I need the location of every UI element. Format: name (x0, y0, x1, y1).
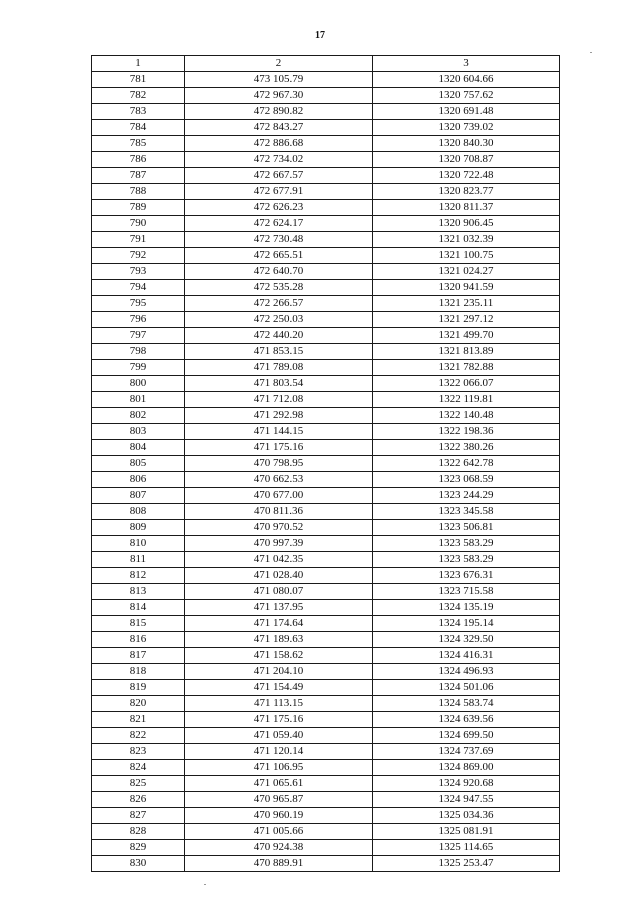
x-coordinate-cell: 470 997.39 (185, 536, 373, 552)
y-coordinate-cell: 1324 583.74 (373, 696, 560, 712)
table-row (92, 344, 560, 360)
y-coordinate-cell: 1324 737.69 (373, 744, 560, 760)
y-coordinate-cell: 1324 869.00 (373, 760, 560, 776)
y-coordinate-cell: 1322 380.26 (373, 440, 560, 456)
table-body (92, 72, 560, 872)
y-coordinate-cell: 1321 235.11 (373, 296, 560, 312)
table-row (92, 312, 560, 328)
table-row (92, 168, 560, 184)
point-number-cell: 795 (92, 296, 185, 312)
x-coordinate-cell: 471 113.15 (185, 696, 373, 712)
point-number-cell: 806 (92, 472, 185, 488)
table-row (92, 184, 560, 200)
point-number-cell: 827 (92, 808, 185, 824)
table-row (92, 584, 560, 600)
x-coordinate-cell: 472 624.17 (185, 216, 373, 232)
point-number-cell: 824 (92, 760, 185, 776)
y-coordinate-cell: 1322 119.81 (373, 392, 560, 408)
y-coordinate-cell: 1320 811.37 (373, 200, 560, 216)
x-coordinate-cell: 471 175.16 (185, 440, 373, 456)
x-coordinate-cell: 470 677.00 (185, 488, 373, 504)
table-row (92, 264, 560, 280)
x-coordinate-cell: 471 158.62 (185, 648, 373, 664)
table-row (92, 456, 560, 472)
y-coordinate-cell: 1321 297.12 (373, 312, 560, 328)
point-number-cell: 814 (92, 600, 185, 616)
column-header-y: 3 (373, 56, 560, 72)
y-coordinate-cell: 1323 715.58 (373, 584, 560, 600)
table-row (92, 600, 560, 616)
x-coordinate-cell: 472 535.28 (185, 280, 373, 296)
table-row (92, 808, 560, 824)
y-coordinate-cell: 1325 034.36 (373, 808, 560, 824)
point-number-cell: 797 (92, 328, 185, 344)
table-row (92, 776, 560, 792)
y-coordinate-cell: 1322 198.36 (373, 424, 560, 440)
table-row (92, 328, 560, 344)
table-row (92, 536, 560, 552)
table-row (92, 792, 560, 808)
x-coordinate-cell: 472 665.51 (185, 248, 373, 264)
y-coordinate-cell: 1320 739.02 (373, 120, 560, 136)
x-coordinate-cell: 470 965.87 (185, 792, 373, 808)
x-coordinate-cell: 472 677.91 (185, 184, 373, 200)
x-coordinate-cell: 470 889.91 (185, 856, 373, 872)
point-number-cell: 787 (92, 168, 185, 184)
table-row (92, 616, 560, 632)
point-number-cell: 781 (92, 72, 185, 88)
table-row (92, 552, 560, 568)
y-coordinate-cell: 1322 642.78 (373, 456, 560, 472)
x-coordinate-cell: 472 730.48 (185, 232, 373, 248)
x-coordinate-cell: 471 144.15 (185, 424, 373, 440)
table-row (92, 88, 560, 104)
x-coordinate-cell: 472 626.23 (185, 200, 373, 216)
x-coordinate-cell: 471 154.49 (185, 680, 373, 696)
x-coordinate-cell: 470 798.95 (185, 456, 373, 472)
point-number-cell: 829 (92, 840, 185, 856)
x-coordinate-cell: 471 803.54 (185, 376, 373, 392)
x-coordinate-cell: 471 059.40 (185, 728, 373, 744)
point-number-cell: 799 (92, 360, 185, 376)
point-number-cell: 804 (92, 440, 185, 456)
table-row (92, 360, 560, 376)
x-coordinate-cell: 471 789.08 (185, 360, 373, 376)
y-coordinate-cell: 1322 066.07 (373, 376, 560, 392)
column-header-point-number: 1 (92, 56, 185, 72)
x-coordinate-cell: 472 667.57 (185, 168, 373, 184)
x-coordinate-cell: 471 042.35 (185, 552, 373, 568)
table-row (92, 104, 560, 120)
point-number-cell: 818 (92, 664, 185, 680)
table-row (92, 248, 560, 264)
table-row (92, 488, 560, 504)
y-coordinate-cell: 1324 947.55 (373, 792, 560, 808)
table-row (92, 424, 560, 440)
x-coordinate-cell: 472 734.02 (185, 152, 373, 168)
point-number-cell: 808 (92, 504, 185, 520)
table-row (92, 376, 560, 392)
table-row (92, 152, 560, 168)
table-row (92, 408, 560, 424)
table-row (92, 72, 560, 88)
x-coordinate-cell: 470 970.52 (185, 520, 373, 536)
y-coordinate-cell: 1324 329.50 (373, 632, 560, 648)
table-row (92, 504, 560, 520)
y-coordinate-cell: 1325 253.47 (373, 856, 560, 872)
point-number-cell: 809 (92, 520, 185, 536)
y-coordinate-cell: 1320 941.59 (373, 280, 560, 296)
table-row (92, 680, 560, 696)
table-row (92, 712, 560, 728)
table-row (92, 392, 560, 408)
table-row (92, 136, 560, 152)
point-number-cell: 796 (92, 312, 185, 328)
column-header-x: 2 (185, 56, 373, 72)
y-coordinate-cell: 1325 081.91 (373, 824, 560, 840)
y-coordinate-cell: 1324 639.56 (373, 712, 560, 728)
table-row (92, 296, 560, 312)
x-coordinate-cell: 471 174.64 (185, 616, 373, 632)
point-number-cell: 782 (92, 88, 185, 104)
x-coordinate-cell: 471 712.08 (185, 392, 373, 408)
y-coordinate-cell: 1324 920.68 (373, 776, 560, 792)
x-coordinate-cell: 471 853.15 (185, 344, 373, 360)
y-coordinate-cell: 1320 604.66 (373, 72, 560, 88)
x-coordinate-cell: 471 065.61 (185, 776, 373, 792)
x-coordinate-cell: 472 843.27 (185, 120, 373, 136)
point-number-cell: 792 (92, 248, 185, 264)
point-number-cell: 783 (92, 104, 185, 120)
x-coordinate-cell: 470 924.38 (185, 840, 373, 856)
point-number-cell: 811 (92, 552, 185, 568)
coordinates-table (91, 55, 560, 872)
table-row (92, 632, 560, 648)
point-number-cell: 794 (92, 280, 185, 296)
point-number-cell: 816 (92, 632, 185, 648)
table-row (92, 472, 560, 488)
y-coordinate-cell: 1324 135.19 (373, 600, 560, 616)
y-coordinate-cell: 1320 906.45 (373, 216, 560, 232)
point-number-cell: 825 (92, 776, 185, 792)
x-coordinate-cell: 471 028.40 (185, 568, 373, 584)
point-number-cell: 788 (92, 184, 185, 200)
y-coordinate-cell: 1321 024.27 (373, 264, 560, 280)
table-row (92, 232, 560, 248)
x-coordinate-cell: 471 120.14 (185, 744, 373, 760)
x-coordinate-cell: 471 204.10 (185, 664, 373, 680)
point-number-cell: 830 (92, 856, 185, 872)
point-number-cell: 786 (92, 152, 185, 168)
x-coordinate-cell: 470 811.36 (185, 504, 373, 520)
x-coordinate-cell: 471 106.95 (185, 760, 373, 776)
point-number-cell: 810 (92, 536, 185, 552)
y-coordinate-cell: 1323 244.29 (373, 488, 560, 504)
table-row (92, 120, 560, 136)
y-coordinate-cell: 1324 699.50 (373, 728, 560, 744)
page-number: 17 (315, 30, 325, 41)
y-coordinate-cell: 1320 708.87 (373, 152, 560, 168)
table-row (92, 744, 560, 760)
x-coordinate-cell: 471 175.16 (185, 712, 373, 728)
table-row (92, 664, 560, 680)
x-coordinate-cell: 472 640.70 (185, 264, 373, 280)
table-row (92, 216, 560, 232)
scan-speck (590, 52, 592, 53)
point-number-cell: 820 (92, 696, 185, 712)
table-row (92, 728, 560, 744)
table-row (92, 696, 560, 712)
x-coordinate-cell: 472 967.30 (185, 88, 373, 104)
x-coordinate-cell: 472 250.03 (185, 312, 373, 328)
y-coordinate-cell: 1321 813.89 (373, 344, 560, 360)
y-coordinate-cell: 1320 823.77 (373, 184, 560, 200)
point-number-cell: 790 (92, 216, 185, 232)
y-coordinate-cell: 1323 506.81 (373, 520, 560, 536)
x-coordinate-cell: 471 292.98 (185, 408, 373, 424)
y-coordinate-cell: 1324 416.31 (373, 648, 560, 664)
y-coordinate-cell: 1321 032.39 (373, 232, 560, 248)
point-number-cell: 789 (92, 200, 185, 216)
y-coordinate-cell: 1320 691.48 (373, 104, 560, 120)
point-number-cell: 798 (92, 344, 185, 360)
point-number-cell: 819 (92, 680, 185, 696)
y-coordinate-cell: 1323 068.59 (373, 472, 560, 488)
point-number-cell: 784 (92, 120, 185, 136)
table-row (92, 280, 560, 296)
y-coordinate-cell: 1321 499.70 (373, 328, 560, 344)
point-number-cell: 801 (92, 392, 185, 408)
point-number-cell: 813 (92, 584, 185, 600)
table-row (92, 760, 560, 776)
y-coordinate-cell: 1324 496.93 (373, 664, 560, 680)
point-number-cell: 828 (92, 824, 185, 840)
table-row (92, 568, 560, 584)
table-row (92, 840, 560, 856)
x-coordinate-cell: 472 266.57 (185, 296, 373, 312)
y-coordinate-cell: 1324 501.06 (373, 680, 560, 696)
y-coordinate-cell: 1323 583.29 (373, 552, 560, 568)
x-coordinate-cell: 471 189.63 (185, 632, 373, 648)
point-number-cell: 793 (92, 264, 185, 280)
y-coordinate-cell: 1321 100.75 (373, 248, 560, 264)
x-coordinate-cell: 470 960.19 (185, 808, 373, 824)
x-coordinate-cell: 470 662.53 (185, 472, 373, 488)
y-coordinate-cell: 1323 345.58 (373, 504, 560, 520)
y-coordinate-cell: 1321 782.88 (373, 360, 560, 376)
point-number-cell: 785 (92, 136, 185, 152)
point-number-cell: 807 (92, 488, 185, 504)
point-number-cell: 817 (92, 648, 185, 664)
y-coordinate-cell: 1323 583.29 (373, 536, 560, 552)
point-number-cell: 791 (92, 232, 185, 248)
y-coordinate-cell: 1323 676.31 (373, 568, 560, 584)
table-row (92, 648, 560, 664)
scan-speck (204, 884, 206, 885)
point-number-cell: 826 (92, 792, 185, 808)
table-row (92, 200, 560, 216)
y-coordinate-cell: 1320 722.48 (373, 168, 560, 184)
y-coordinate-cell: 1320 840.30 (373, 136, 560, 152)
point-number-cell: 822 (92, 728, 185, 744)
point-number-cell: 815 (92, 616, 185, 632)
y-coordinate-cell: 1322 140.48 (373, 408, 560, 424)
x-coordinate-cell: 471 080.07 (185, 584, 373, 600)
y-coordinate-cell: 1324 195.14 (373, 616, 560, 632)
x-coordinate-cell: 472 440.20 (185, 328, 373, 344)
y-coordinate-cell: 1320 757.62 (373, 88, 560, 104)
x-coordinate-cell: 471 137.95 (185, 600, 373, 616)
x-coordinate-cell: 472 890.82 (185, 104, 373, 120)
y-coordinate-cell: 1325 114.65 (373, 840, 560, 856)
x-coordinate-cell: 473 105.79 (185, 72, 373, 88)
table-row (92, 824, 560, 840)
point-number-cell: 812 (92, 568, 185, 584)
table-row (92, 440, 560, 456)
point-number-cell: 800 (92, 376, 185, 392)
table-row (92, 520, 560, 536)
x-coordinate-cell: 471 005.66 (185, 824, 373, 840)
point-number-cell: 802 (92, 408, 185, 424)
x-coordinate-cell: 472 886.68 (185, 136, 373, 152)
point-number-cell: 803 (92, 424, 185, 440)
table-header-row (92, 56, 560, 72)
point-number-cell: 805 (92, 456, 185, 472)
point-number-cell: 823 (92, 744, 185, 760)
point-number-cell: 821 (92, 712, 185, 728)
table-row (92, 856, 560, 872)
